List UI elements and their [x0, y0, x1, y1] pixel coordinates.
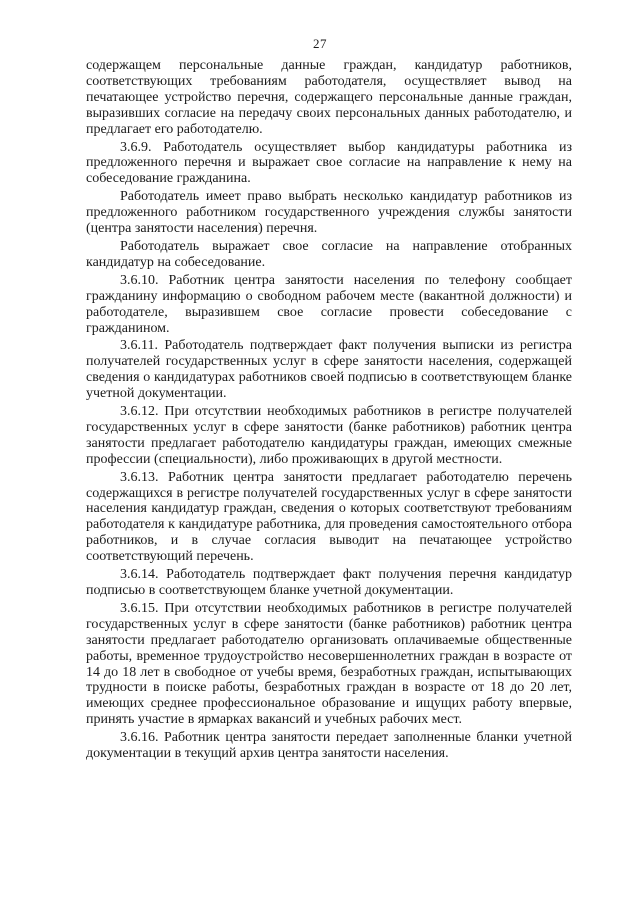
- paragraph-3-6-15: 3.6.15. При отсутствии необходимых работников в регистре получателей государственных услуг в сфере занятости (банке работников) работник центра занятости предлагает работодателю организовать оплачиваемые общественные работы, временное трудоустройство несовершеннолетних граждан в возрасте от 14 до 18 лет в свободное от учебы время, безработных граждан, испытывающих трудности в поиске работы, безработных граждан в возрасте от 18 до 20 лет, имеющих среднее профессиональное образование и ищущих работу впервые, принять участие в ярмарках вакансий и учебных рабочих мест.: [86, 600, 572, 728]
- paragraph-3-6-16: 3.6.16. Работник центра занятости передает заполненные бланки учетной документации в текущий архив центра занятости населения.: [86, 730, 572, 762]
- document-body: [86, 58, 572, 764]
- paragraph-continuation: содержащем персональные данные граждан, кандидатур работников, соответствующих требованиям работодателя, осуществляет вывод на печатающее устройство перечня, содержащего персональные данные граждан, выразивших согласие на передачу своих персональных данных работодателю, и предлагает его работодателю.: [86, 58, 572, 137]
- paragraph-employer-consent: Работодатель выражает свое согласие на направление отобранных кандидатур на собеседование.: [86, 238, 572, 270]
- paragraph-3-6-11: 3.6.11. Работодатель подтверждает факт получения выписки из регистра получателей государственных услуг в сфере занятости населения, содержащей сведения о кандидатурах работников своей подписью в соответствующем бланке учетной документации.: [86, 338, 572, 402]
- paragraph-3-6-10: 3.6.10. Работник центра занятости населения по телефону сообщает гражданину информацию о свободном рабочем месте (вакантной должности) и работодателе, выразившем свое согласие провести собеседование с гражданином.: [86, 272, 572, 336]
- paragraph-3-6-12: 3.6.12. При отсутствии необходимых работников в регистре получателей государственных услуг в сфере занятости (банке работников) работник центра занятости предлагает работодателю кандидатуры граждан, имеющих смежные профессии (специальности), либо проживающих в другой местности.: [86, 404, 572, 467]
- paragraph-3-6-14: 3.6.14. Работодатель подтверждает факт получения перечня кандидатур подписью в соответствующем бланке учетной документации.: [86, 567, 572, 598]
- paragraph-employer-right: Работодатель имеет право выбрать несколько кандидатур работников из предложенного работником государственного учреждения службы занятости (центра занятости населения) перечня.: [86, 189, 572, 237]
- paragraph-3-6-13: 3.6.13. Работник центра занятости предлагает работодателю перечень содержащихся в регистре получателей государственных услуг в сфере занятости населения кандидатур граждан, сведения о которых соответствуют требованиям работодателя к кандидатуре работника, для проведения самостоятельного отбора работников, и в случае согласия выводит на печатающее устройство соответствующий перечень.: [86, 469, 572, 565]
- paragraph-3-6-9: 3.6.9. Работодатель осуществляет выбор кандидатуры работника из предложенного перечня и выражает свое согласие на направление к нему на собеседование гражданина.: [86, 139, 572, 187]
- page-number: 27: [313, 36, 327, 51]
